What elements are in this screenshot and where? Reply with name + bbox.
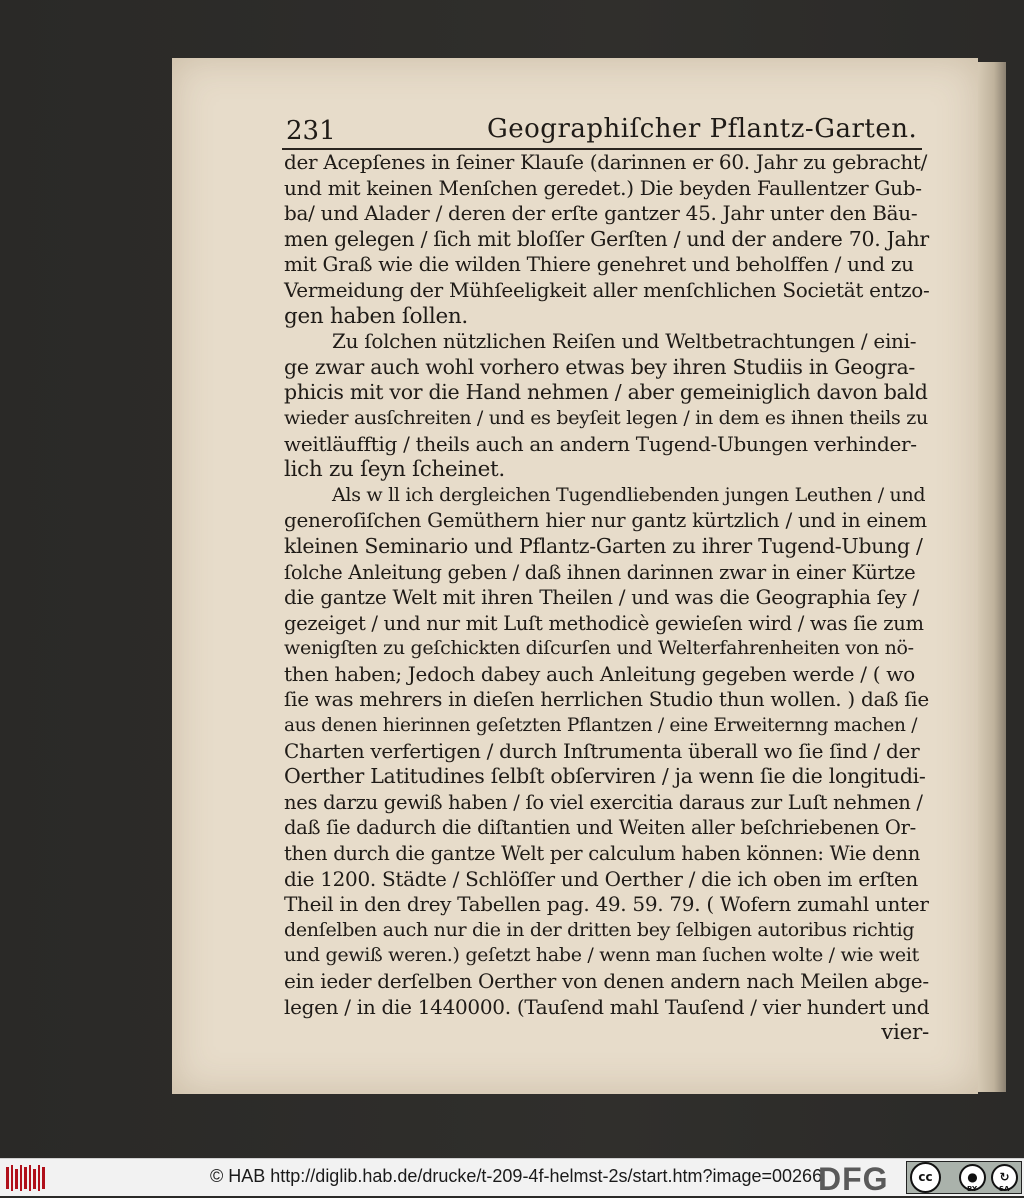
text-line: generoſiſchen Gemüthern hier nur gantz kürtzlich / und in einem: [284, 508, 927, 533]
text-line: then durch die gantze Welt per calculum haben können: Wie denn: [284, 842, 920, 866]
text-line: gezeiget / und nur mit Luſt methodicè gewieſen wird / was ſie zum: [284, 611, 924, 635]
text-line: die gantze Welt mit ihren Theilen / und was die Geographia ſey /: [284, 585, 919, 610]
text-line: kleinen Seminario und Pflantz-Garten zu ihrer Tugend-Ubung /: [284, 533, 923, 558]
text-line: daß ſie dadurch die diſtantien und Weiten aller beſchriebenen Or-: [284, 816, 916, 840]
text-line: mit Graß wie die wilden Thiere genehret und beholffen / und zu: [284, 252, 914, 277]
dfg-logo: DFG: [818, 1161, 889, 1197]
text-line: denſelben auch nur die in der dritten bey ſelbigen autoribus richtig: [284, 918, 915, 941]
text-line: und mit keinen Menſchen geredet.) Die beyden Faullentzer Gub-: [284, 175, 922, 200]
text-line: ge zwar auch wohl vorhero etwas bey ihren Studiis in Geogra-: [284, 354, 916, 379]
text-line: Charten verfertigen / durch Inſtrumenta überall wo ſie ſind / der: [284, 738, 920, 763]
text-line: ein ieder derſelben Oerther von denen andern nach Meilen abge-: [284, 969, 929, 993]
text-line: gen haben ſollen.: [284, 303, 468, 329]
text-line: der Acepſenes in ſeiner Klauſe (darinnen er 60. Jahr zu gebracht/: [284, 150, 928, 174]
text-line: die 1200. Städte / Schlöſſer und Oerther / die ich oben im erſten: [284, 866, 918, 891]
text-line: wieder ausſchreiten / und es beyſeit legen / in dem es ihnen theils zu: [284, 406, 928, 429]
text-line: aus denen hierinnen geſetzten Pflantzen / eine Erweiternng machen /: [284, 715, 918, 737]
by-label: BY: [967, 1185, 978, 1193]
page-edge: [976, 62, 1006, 1092]
sa-label: SA: [999, 1185, 1010, 1193]
text-line: lich zu ſeyn ſcheinet.: [284, 457, 505, 483]
person-icon: ●: [959, 1164, 986, 1191]
text-line: wenigſten zu geſchickten diſcurſen und Welterfahrenheiten von nö-: [284, 637, 914, 660]
hab-barcode-logo: [4, 1163, 48, 1193]
viewer-footer: [0, 1158, 1024, 1196]
text-line: vier-: [881, 1020, 929, 1046]
text-line: Als w ll ich dergleichen Tugendliebenden jungen Leuthen / und: [332, 483, 926, 506]
text-line: ba/ und Alader / deren der erſte gantzer 45. Jahr unter den Bäu-: [284, 201, 918, 226]
text-line: men gelegen / ſich mit bloſſer Gerſten / und der andere 70. Jahr: [284, 226, 929, 251]
book-page: [172, 58, 978, 1094]
text-line: then haben; Jedoch dabey auch Anleitung gegeben werde / ( wo: [284, 661, 915, 686]
text-line: Vermeidung der Mühſeeligkeit aller menſchlichen Societät entzo-: [284, 277, 930, 302]
running-head: Geographiſcher Pflantz-Garten.: [487, 114, 918, 144]
text-line: Oerther Latitudines ſelbſt obſerviren / ja wenn ſie die longitudi-: [284, 764, 926, 789]
text-line: weitläufftig / theils auch an andern Tugend-Ubungen verhinder-: [284, 431, 917, 456]
text-line: ſolche Anleitung geben / daß ihnen darinnen zwar in einer Kürtze: [284, 560, 916, 584]
cc-icon: cc: [910, 1162, 941, 1193]
source-link[interactable]: © HAB http://diglib.hab.de/drucke/t-209-4f-helmst-2s/start.htm?image=00266: [210, 1166, 823, 1186]
share-alike-icon: ↻: [991, 1164, 1018, 1191]
page-number: 231: [286, 116, 336, 146]
cc-by-sa-badge[interactable]: [906, 1161, 1022, 1194]
text-line: Theil in den drey Tabellen pag. 49. 59. 79. ( Wofern zumahl unter: [284, 892, 929, 917]
text-line: phicis mit vor die Hand nehmen / aber gemeiniglich davon bald: [284, 380, 928, 405]
page-body-text: [284, 150, 929, 1046]
text-line: ſie was mehrers in dieſen herrlichen Studio thun wollen. ) daß ſie: [284, 687, 929, 712]
text-line: legen / in die 1440000. (Tauſend mahl Tauſend / vier hundert und: [284, 994, 930, 1019]
text-line: Zu ſolchen nützlichen Reiſen und Weltbetrachtungen / eini-: [332, 329, 917, 354]
page-header: [282, 114, 922, 150]
text-line: und gewiß weren.) geſetzt habe / wenn man ſuchen wolte / wie weit: [284, 944, 919, 967]
text-line: nes darzu gewiß haben / ſo viel exercitia daraus zur Luſt nehmen /: [284, 790, 923, 814]
